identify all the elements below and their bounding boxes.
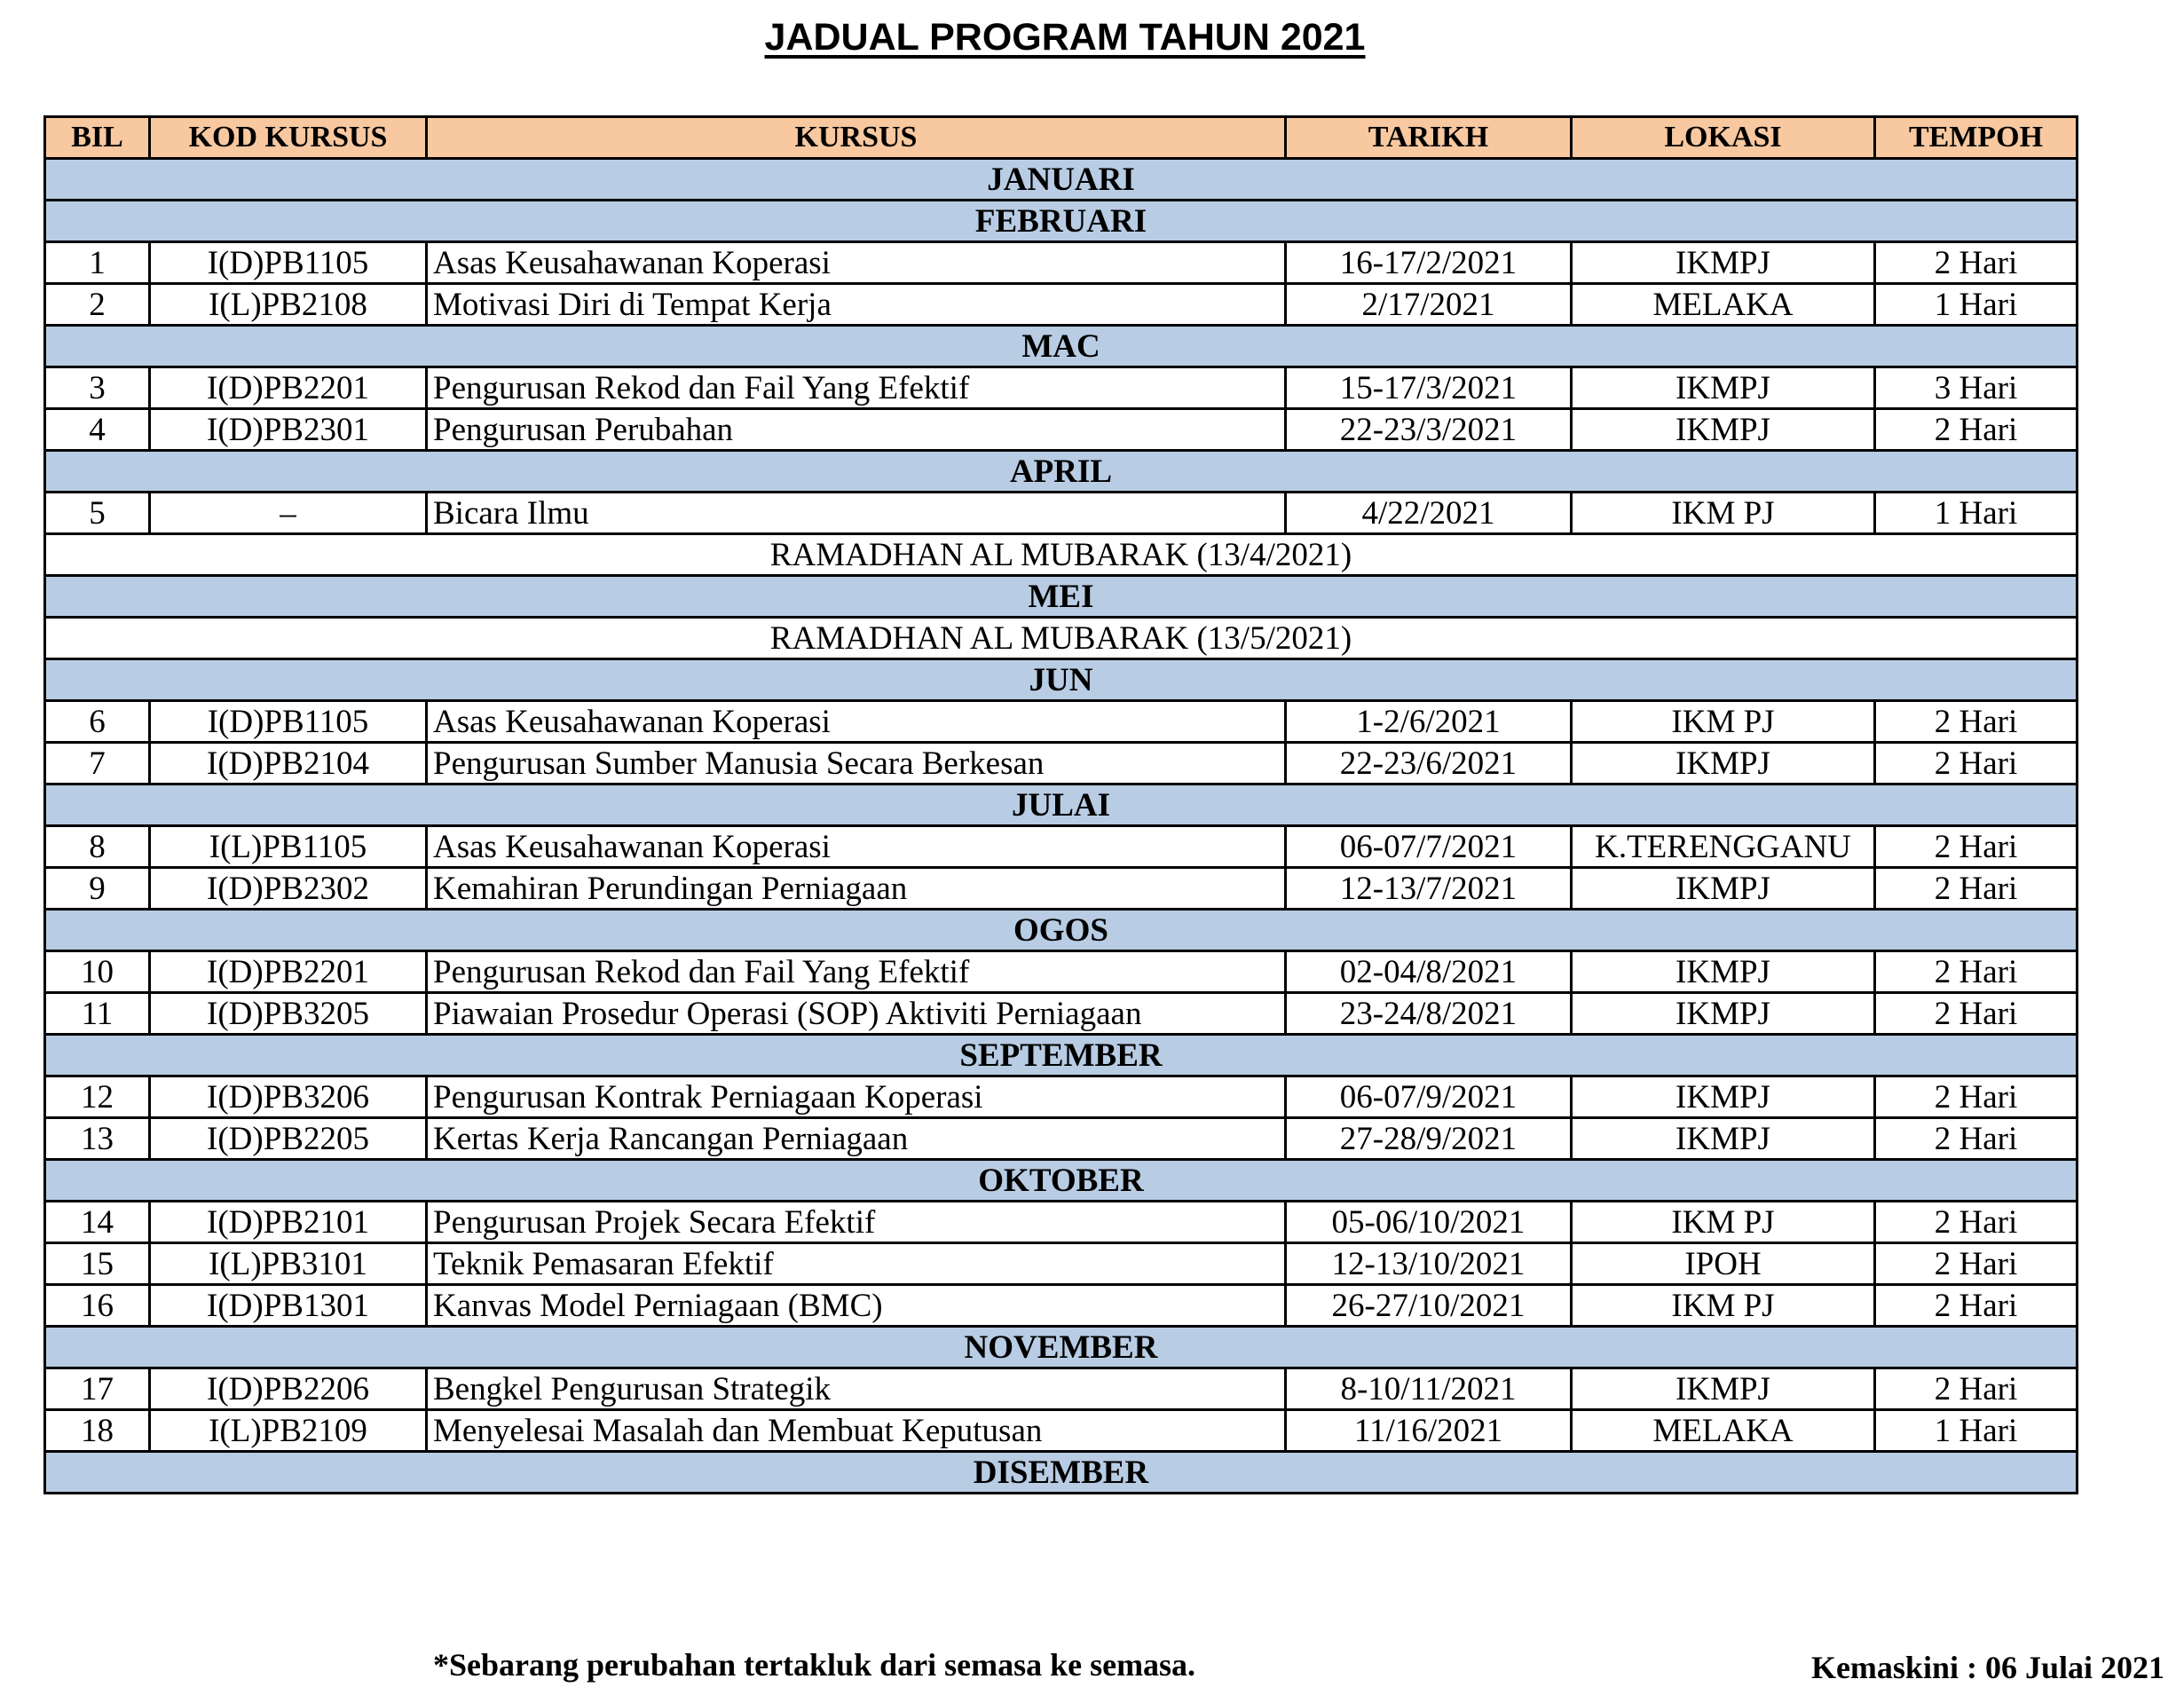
cell-tempoh: 1 Hari (1875, 284, 2078, 326)
month-row (45, 326, 2078, 367)
month-row (45, 1160, 2078, 1202)
table-row (45, 493, 2078, 534)
cell-bil: 10 (45, 951, 150, 993)
cell-lokasi: IKMPJ (1572, 868, 1875, 910)
cell-tempoh: 2 Hari (1875, 1368, 2078, 1410)
cell-tarikh: 06-07/7/2021 (1286, 826, 1572, 868)
cell-kod-kursus: I(D)PB1105 (150, 701, 427, 743)
cell-kod-kursus: I(D)PB2302 (150, 868, 427, 910)
table-row (45, 1076, 2078, 1118)
month-label: APRIL (45, 451, 2078, 493)
month-row (45, 201, 2078, 242)
cell-bil: 7 (45, 743, 150, 784)
cell-kursus: Asas Keusahawanan Koperasi (427, 242, 1286, 284)
cell-kod-kursus: I(D)PB2201 (150, 367, 427, 409)
cell-kod-kursus: I(L)PB1105 (150, 826, 427, 868)
cell-tempoh: 1 Hari (1875, 493, 2078, 534)
table-row (45, 1202, 2078, 1243)
table-row (45, 284, 2078, 326)
table-row (45, 868, 2078, 910)
month-label: MEI (45, 576, 2078, 618)
cell-tarikh: 2/17/2021 (1286, 284, 1572, 326)
cell-kursus: Pengurusan Sumber Manusia Secara Berkesan (427, 743, 1286, 784)
cell-lokasi: IKMPJ (1572, 1368, 1875, 1410)
cell-kursus: Menyelesai Masalah dan Membuat Keputusan (427, 1410, 1286, 1452)
header-kod-kursus: KOD KURSUS (150, 117, 427, 159)
cell-kursus: Bengkel Pengurusan Strategik (427, 1368, 1286, 1410)
header-tempoh: TEMPOH (1875, 117, 2078, 159)
month-row (45, 784, 2078, 826)
header-bil: BIL (45, 117, 150, 159)
cell-tempoh: 2 Hari (1875, 868, 2078, 910)
note-row (45, 534, 2078, 576)
cell-kursus: Motivasi Diri di Tempat Kerja (427, 284, 1286, 326)
cell-tempoh: 2 Hari (1875, 993, 2078, 1035)
cell-tarikh: 12-13/10/2021 (1286, 1243, 1572, 1285)
cell-bil: 13 (45, 1118, 150, 1160)
month-label: FEBRUARI (45, 201, 2078, 242)
cell-tarikh: 06-07/9/2021 (1286, 1076, 1572, 1118)
table-header-row (45, 117, 2078, 159)
cell-lokasi: IKM PJ (1572, 493, 1875, 534)
table-row (45, 743, 2078, 784)
cell-bil: 11 (45, 993, 150, 1035)
cell-tarikh: 22-23/3/2021 (1286, 409, 1572, 451)
cell-kursus: Kertas Kerja Rancangan Perniagaan (427, 1118, 1286, 1160)
cell-tempoh: 2 Hari (1875, 409, 2078, 451)
cell-lokasi: IKM PJ (1572, 1202, 1875, 1243)
cell-tempoh: 3 Hari (1875, 367, 2078, 409)
cell-lokasi: IKMPJ (1572, 1076, 1875, 1118)
month-label: NOVEMBER (45, 1327, 2078, 1368)
cell-kursus: Pengurusan Perubahan (427, 409, 1286, 451)
header-tarikh: TARIKH (1286, 117, 1572, 159)
table-row (45, 1368, 2078, 1410)
cell-bil: 12 (45, 1076, 150, 1118)
month-label: JULAI (45, 784, 2078, 826)
cell-kod-kursus: I(D)PB2104 (150, 743, 427, 784)
cell-kursus: Teknik Pemasaran Efektif (427, 1243, 1286, 1285)
cell-lokasi: IKMPJ (1572, 367, 1875, 409)
cell-kod-kursus: I(D)PB2206 (150, 1368, 427, 1410)
cell-kursus: Kanvas Model Perniagaan (BMC) (427, 1285, 1286, 1327)
note-label: RAMADHAN AL MUBARAK (13/5/2021) (45, 618, 2078, 659)
table-row (45, 1410, 2078, 1452)
month-label: DISEMBER (45, 1452, 2078, 1494)
header-kursus: KURSUS (427, 117, 1286, 159)
cell-kod-kursus: – (150, 493, 427, 534)
cell-bil: 16 (45, 1285, 150, 1327)
month-row (45, 451, 2078, 493)
table-row (45, 951, 2078, 993)
cell-bil: 3 (45, 367, 150, 409)
cell-kod-kursus: I(D)PB2101 (150, 1202, 427, 1243)
cell-lokasi: IKMPJ (1572, 951, 1875, 993)
cell-kod-kursus: I(L)PB2108 (150, 284, 427, 326)
note-row (45, 618, 2078, 659)
month-row (45, 910, 2078, 951)
cell-bil: 4 (45, 409, 150, 451)
month-label: OGOS (45, 910, 2078, 951)
cell-bil: 6 (45, 701, 150, 743)
cell-tarikh: 05-06/10/2021 (1286, 1202, 1572, 1243)
note-label: RAMADHAN AL MUBARAK (13/4/2021) (45, 534, 2078, 576)
table-row (45, 826, 2078, 868)
cell-kursus: Pengurusan Projek Secara Efektif (427, 1202, 1286, 1243)
month-row (45, 1327, 2078, 1368)
cell-lokasi: IKMPJ (1572, 743, 1875, 784)
cell-kursus: Bicara Ilmu (427, 493, 1286, 534)
cell-tempoh: 2 Hari (1875, 1243, 2078, 1285)
cell-kod-kursus: I(L)PB3101 (150, 1243, 427, 1285)
cell-lokasi: IKMPJ (1572, 1118, 1875, 1160)
month-label: JANUARI (45, 159, 2078, 201)
cell-bil: 5 (45, 493, 150, 534)
cell-kod-kursus: I(D)PB2205 (150, 1118, 427, 1160)
cell-tempoh: 2 Hari (1875, 1202, 2078, 1243)
month-label: SEPTEMBER (45, 1035, 2078, 1076)
cell-lokasi: IKMPJ (1572, 242, 1875, 284)
cell-kod-kursus: I(D)PB2201 (150, 951, 427, 993)
table-row (45, 409, 2078, 451)
month-row (45, 659, 2078, 701)
table-row (45, 701, 2078, 743)
table-body (45, 159, 2078, 1494)
cell-tarikh: 12-13/7/2021 (1286, 868, 1572, 910)
month-label: JUN (45, 659, 2078, 701)
cell-tarikh: 1-2/6/2021 (1286, 701, 1572, 743)
page-title: JADUAL PROGRAM TAHUN 2021 (764, 16, 1366, 59)
cell-kod-kursus: I(D)PB2301 (150, 409, 427, 451)
cell-lokasi: IKMPJ (1572, 993, 1875, 1035)
cell-tarikh: 4/22/2021 (1286, 493, 1572, 534)
cell-lokasi: IPOH (1572, 1243, 1875, 1285)
cell-bil: 18 (45, 1410, 150, 1452)
cell-tempoh: 2 Hari (1875, 826, 2078, 868)
table-row (45, 993, 2078, 1035)
cell-bil: 17 (45, 1368, 150, 1410)
cell-kod-kursus: I(D)PB3206 (150, 1076, 427, 1118)
cell-tarikh: 8-10/11/2021 (1286, 1368, 1572, 1410)
table-row (45, 242, 2078, 284)
month-label: MAC (45, 326, 2078, 367)
header-lokasi: LOKASI (1572, 117, 1875, 159)
cell-kod-kursus: I(L)PB2109 (150, 1410, 427, 1452)
cell-lokasi: K.TERENGGANU (1572, 826, 1875, 868)
footer-updated: Kemaskini : 06 Julai 2021 (1810, 1650, 2164, 1685)
cell-tempoh: 2 Hari (1875, 242, 2078, 284)
cell-tarikh: 27-28/9/2021 (1286, 1118, 1572, 1160)
cell-lokasi: MELAKA (1572, 1410, 1875, 1452)
cell-tempoh: 2 Hari (1875, 1076, 2078, 1118)
cell-kod-kursus: I(D)PB3205 (150, 993, 427, 1035)
cell-bil: 8 (45, 826, 150, 868)
month-row (45, 1035, 2078, 1076)
cell-tempoh: 2 Hari (1875, 1118, 2078, 1160)
table-row (45, 1285, 2078, 1327)
cell-kursus: Kemahiran Perundingan Perniagaan (427, 868, 1286, 910)
cell-kod-kursus: I(D)PB1105 (150, 242, 427, 284)
cell-tarikh: 23-24/8/2021 (1286, 993, 1572, 1035)
cell-tempoh: 2 Hari (1875, 951, 2078, 993)
cell-tarikh: 16-17/2/2021 (1286, 242, 1572, 284)
cell-kursus: Pengurusan Rekod dan Fail Yang Efektif (427, 951, 1286, 993)
cell-kursus: Pengurusan Kontrak Perniagaan Koperasi (427, 1076, 1286, 1118)
cell-tarikh: 15-17/3/2021 (1286, 367, 1572, 409)
cell-bil: 14 (45, 1202, 150, 1243)
cell-bil: 9 (45, 868, 150, 910)
cell-tempoh: 1 Hari (1875, 1410, 2078, 1452)
table-row (45, 367, 2078, 409)
month-row (45, 576, 2078, 618)
cell-kursus: Pengurusan Rekod dan Fail Yang Efektif (427, 367, 1286, 409)
cell-bil: 2 (45, 284, 150, 326)
cell-kod-kursus: I(D)PB1301 (150, 1285, 427, 1327)
cell-kursus: Asas Keusahawanan Koperasi (427, 701, 1286, 743)
cell-tempoh: 2 Hari (1875, 1285, 2078, 1327)
cell-tempoh: 2 Hari (1875, 701, 2078, 743)
cell-lokasi: IKM PJ (1572, 701, 1875, 743)
cell-tarikh: 02-04/8/2021 (1286, 951, 1572, 993)
cell-kursus: Piawaian Prosedur Operasi (SOP) Aktiviti Perniagaan (427, 993, 1286, 1035)
month-row (45, 159, 2078, 201)
cell-bil: 1 (45, 242, 150, 284)
program-schedule-table (43, 115, 2078, 1494)
table-row (45, 1118, 2078, 1160)
cell-tarikh: 26-27/10/2021 (1286, 1285, 1572, 1327)
cell-lokasi: IKM PJ (1572, 1285, 1875, 1327)
month-row (45, 1452, 2078, 1494)
cell-bil: 15 (45, 1243, 150, 1285)
cell-kursus: Asas Keusahawanan Koperasi (427, 826, 1286, 868)
cell-lokasi: IKMPJ (1572, 409, 1875, 451)
footer-note: *Sebarang perubahan tertakluk dari semasa ke semasa. (433, 1647, 1196, 1683)
table-row (45, 1243, 2078, 1285)
cell-lokasi: MELAKA (1572, 284, 1875, 326)
cell-tempoh: 2 Hari (1875, 743, 2078, 784)
cell-tarikh: 22-23/6/2021 (1286, 743, 1572, 784)
cell-tarikh: 11/16/2021 (1286, 1410, 1572, 1452)
month-label: OKTOBER (45, 1160, 2078, 1202)
